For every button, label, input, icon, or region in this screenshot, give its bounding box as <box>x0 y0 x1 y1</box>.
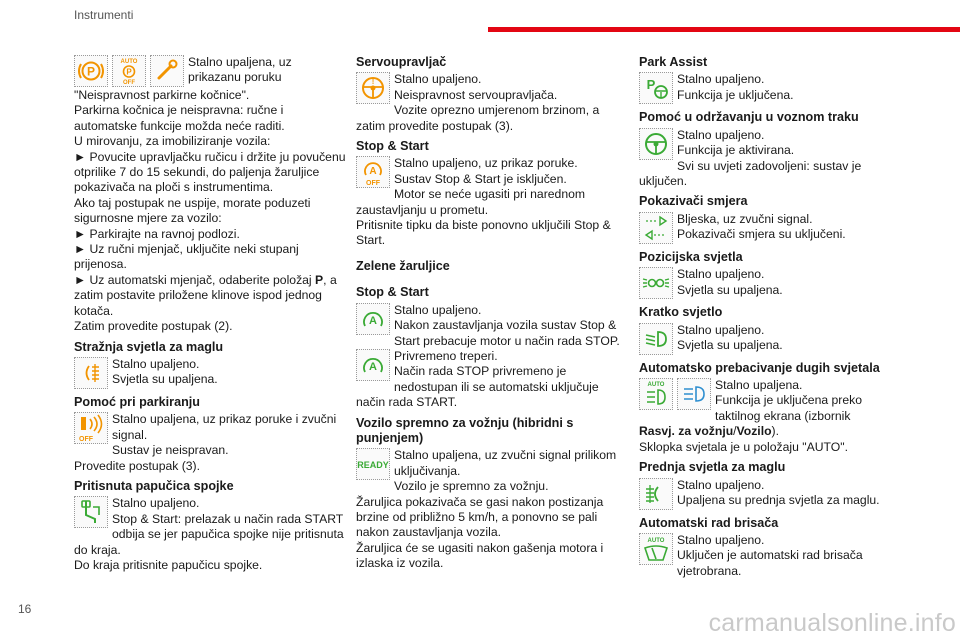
park-assist-title: Park Assist <box>639 55 708 69</box>
page-number: 16 <box>18 602 32 616</box>
auto-wipers-icon <box>639 533 673 565</box>
auto-parking-brake-off-icon <box>112 55 146 87</box>
svg-text:A: A <box>369 314 377 327</box>
stop-start-green-entry: A Stalno upaljeno. Nakon zaustavljanja vozila sustav Stop & Start prebacuje motor u način rada STOP. <box>356 303 628 349</box>
park-assist-entry: P Stalno upaljeno. Funkcija je uključena. <box>639 72 889 105</box>
lane-assist-title: Pomoć u održavanju u voznom traku <box>639 110 859 125</box>
rear-fog-entry: Stalno upaljeno. Svjetla su upaljena. <box>74 357 346 390</box>
park-assist-icon <box>639 72 673 104</box>
dipped-beam-entry: Stalno upaljeno. Svjetla su upaljena. <box>639 323 889 356</box>
dipped-beam-title: Kratko svjetlo <box>639 305 723 320</box>
svg-text:AUTO: AUTO <box>647 537 665 544</box>
svg-text:P: P <box>86 64 96 79</box>
dipped-beam-icon <box>639 323 673 355</box>
column-1 <box>74 55 346 573</box>
ready-icon <box>356 448 390 480</box>
stop-start-orange-entry: A OFF Stalno upaljeno, uz prikaz poruke. Sustav Stop & Start je isključen. Motor se neće ugasiti pri narednom zaustavljanju u prometu. Pritisnite tipku da biste ponovno uključili Stop & Start. <box>356 156 611 248</box>
stop-start-green-icon <box>356 303 390 335</box>
stop-start-off-icon <box>356 156 390 188</box>
stop-start-green-title: Stop & Start <box>356 285 429 300</box>
auto-high-beam-entry: AUTO Stalno upaljena. Funkcija je uključena preko taktilnog ekrana (izbornik Rasvj. za vožnju/Vozilo). Sklopka svjetala je u položaju "AUTO". <box>639 378 863 454</box>
steering-title: Servoupravljač <box>356 55 447 69</box>
watermark: carmanualsonline.info <box>708 609 956 637</box>
column-3 <box>639 55 889 579</box>
svg-text:P: P <box>126 67 132 77</box>
svg-text:A: A <box>369 166 377 178</box>
clutch-entry: Stalno upaljeno. Stop & Start: prelazak u način rada START odbija se jer papučica spojke nije pritisnuta do kraja. Do kraja pritisnite papučicu spojke. <box>74 496 344 572</box>
svg-text:READY: READY <box>357 460 389 471</box>
ready-entry: READY Stalno upaljena, uz zvučni signal prilikom uključivanja. Vozilo je spremno za vožnju. Žaruljica pokazivača se gasi nakon postizanja brzine od približno 5 km/h, a ponovno se pali nakon zaustavljanja vozila. Žaruljica će se ugasiti nakon gašenja motora i izlaska iz vozila. <box>356 448 617 571</box>
green-lights-heading: Zelene žaruljice <box>356 258 450 273</box>
clutch-pedal-icon <box>74 496 108 528</box>
auto-high-beam-icon <box>639 378 673 410</box>
turn-signal-icon <box>639 212 673 244</box>
parking-brake-fault-icon <box>74 55 108 87</box>
svg-text:OFF: OFF <box>123 80 135 86</box>
column-2 <box>356 55 628 572</box>
rear-fog-icon <box>74 357 108 389</box>
svg-text:P: P <box>646 77 656 93</box>
ready-title: Vozilo spremno za vožnju (hibridni s punjenjem) <box>356 415 574 445</box>
wrench-icon <box>150 55 184 87</box>
rear-fog-title: Stražnja svjetla za maglu <box>74 339 224 354</box>
indicators-entry: Bljeska, uz zvučni signal. Pokazivači smjera su uključeni. <box>639 212 889 245</box>
svg-text:A: A <box>369 360 377 373</box>
parking-brake-entry: P AUTO P OFF Stalno upaljena, uz prikazanu poruku "Neispravnost parkirne kočnice". Parkirna kočnica je neispravna: ručne i automatske funkcije možda neće raditi. U mirovanju, za imobiliziranje vozila: ► Povucite upravljačku ručicu i držite ju povučenu otprilike 7 do 15 sekundi, do paljenja žaruljice pokazivača na ploči s instrumentima. Ako taj postupak ne uspije, morate poduzeti sigurnosne mjere za vozilo: ► Parkirajte na ravnoj podlozi. ► Uz ručni mjenjač, uključite neki stupanj prijenosa. ► Uz automatski mjenjač, odaberite položaj P, a zatim postavite priložene klinove ispod jednog kotača. Zatim provedite postupak (2). <box>74 55 346 334</box>
front-fog-entry: Stalno upaljeno. Upaljena su prednja svjetla za maglu. <box>639 478 889 511</box>
auto-high-beam-title: Automatsko prebacivanje dugih svjetala <box>639 360 880 375</box>
svg-text:AUTO: AUTO <box>647 382 665 389</box>
auto-wipers-entry: AUTO Stalno upaljeno. Uključen je automatski rad brisača vjetrobrana. <box>639 533 889 579</box>
position-lights-entry: Stalno upaljeno. Svjetla su upaljena. <box>639 267 889 300</box>
parking-aid-title: Pomoć pri parkiranju <box>74 394 200 409</box>
steering-wheel-fault-icon <box>356 72 390 104</box>
svg-text:!: ! <box>371 79 375 87</box>
parking-aid-off-icon <box>74 412 108 444</box>
svg-text:AUTO: AUTO <box>120 59 138 65</box>
stop-start-green-flash-icon <box>356 349 390 381</box>
clutch-title: Pritisnuta papučica spojke <box>74 478 234 493</box>
lane-assist-icon <box>639 128 673 160</box>
svg-text:OFF: OFF <box>366 180 380 188</box>
lane-assist-entry: Stalno upaljeno. Funkcija je aktivirana. Svi su uvjeti zadovoljeni: sustav je uključen. <box>639 127 862 189</box>
front-fog-icon <box>639 478 673 510</box>
steering-entry: ! Stalno upaljeno. Neispravnost servoupravljača. Vozite oprezno umjerenom brzinom, a zatim provedite postupak (3). <box>356 72 600 133</box>
stop-start-green-flash-entry: A Privremeno treperi. Način rada STOP privremeno je nedostupan ili se automatski uključuje način rada START. <box>356 348 599 410</box>
parking-aid-entry: OFF Stalno upaljena, uz prikaz poruke i zvučni signal. Sustav je neispravan. Provedite postupak (3). <box>74 412 337 473</box>
section-header: Instrumenti <box>74 8 134 22</box>
auto-wipers-title: Automatski rad brisača <box>639 515 779 530</box>
position-lights-title: Pozicijska svjetla <box>639 249 743 264</box>
position-lights-icon <box>639 267 673 299</box>
high-beam-blue-icon <box>677 378 711 410</box>
indicators-title: Pokazivači smjera <box>639 194 748 209</box>
svg-text:OFF: OFF <box>79 436 93 444</box>
stop-start-orange-title: Stop & Start <box>356 139 429 154</box>
accent-bar <box>488 27 960 32</box>
front-fog-title: Prednja svjetla za maglu <box>639 460 786 475</box>
